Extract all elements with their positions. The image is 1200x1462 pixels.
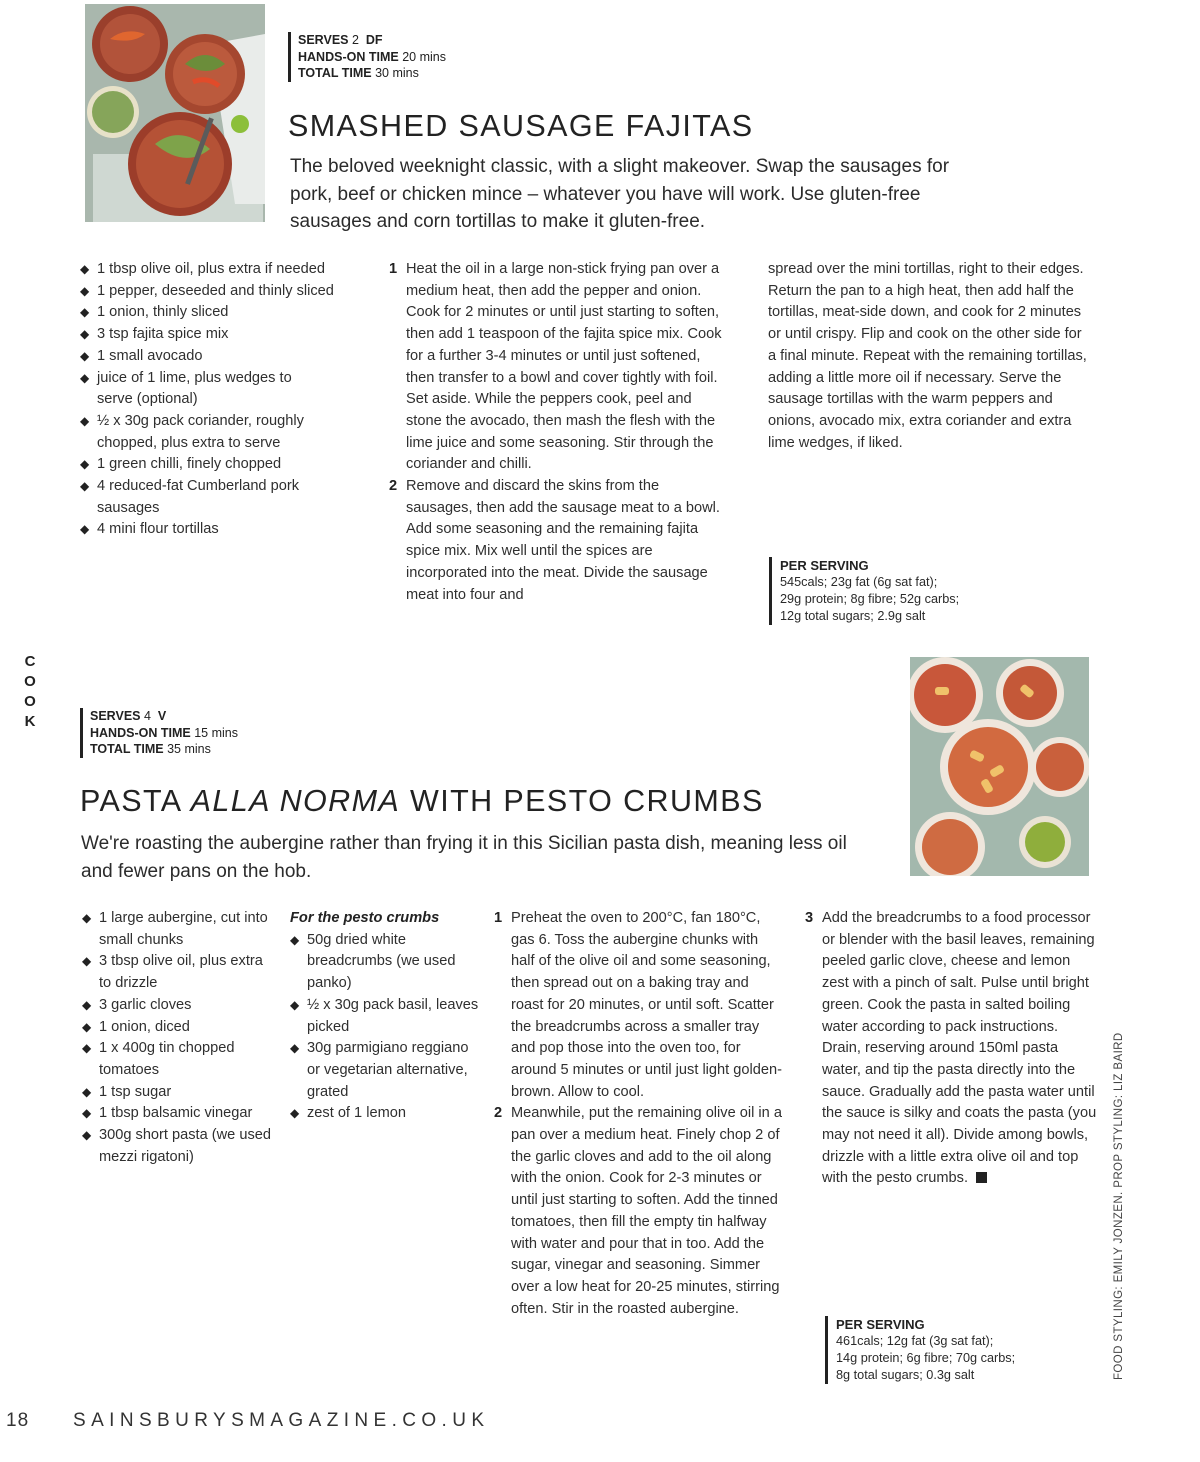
ingredient-item: ◆ 300g short pasta (we used mezzi rigatoni) xyxy=(82,1125,272,1168)
pesto-crumbs-ingredients xyxy=(290,930,485,1125)
ingredient-item: ◆ 3 garlic cloves xyxy=(82,995,272,1017)
recipe1-title: SMASHED SAUSAGE FAJITAS xyxy=(288,109,754,143)
recipe1-nutrition xyxy=(769,557,1020,625)
recipe2-meta xyxy=(80,708,238,758)
ingredient-item: ◆ 3 tbsp olive oil, plus extra to drizzle xyxy=(82,951,272,994)
nutrition-heading: PER SERVING xyxy=(780,558,869,573)
page-number: 18 xyxy=(6,1410,30,1431)
end-mark-icon xyxy=(976,1172,987,1183)
recipe2-title: PASTA ALLA NORMA WITH PESTO CRUMBS xyxy=(80,784,764,818)
method-step: 1 Preheat the oven to 200°C, fan 180°C, gas 6. Toss the aubergine chunks with half of the olive oil and some seasoning, then spread out on a baking tray and roast for 20 minutes, or until soft. Scatter the breadcrumbs across a smaller tray and pop those into the oven too, for around 5 minutes or until just light golden-brown. Allow to cool. xyxy=(494,910,782,1100)
ingredient-item: ◆ 1 green chilli, finely chopped xyxy=(80,454,380,476)
nutrition-heading: PER SERVING xyxy=(836,1317,925,1332)
recipe1-serves: SERVES 2 DF xyxy=(298,33,383,47)
recipe2-ingredients xyxy=(82,908,272,1168)
ingredient-item: ◆ ½ x 30g pack basil, leaves picked xyxy=(290,995,485,1038)
recipe1-total-time: TOTAL TIME 30 mins xyxy=(298,66,419,80)
ingredient-item: ◆ 1 large aubergine, cut into small chunks xyxy=(82,908,272,951)
nutrition-line: 461cals; 12g fat (3g sat fat); xyxy=(836,1334,994,1348)
recipe1-handson-time: HANDS-ON TIME 20 mins xyxy=(298,49,446,64)
fajitas-illustration xyxy=(85,4,265,222)
ingredient-item: ◆ 1 onion, diced xyxy=(82,1017,272,1039)
ingredient-item: ◆ 1 tbsp olive oil, plus extra if needed xyxy=(80,259,380,281)
website-url: SAINSBURYSMAGAZINE.CO.UK xyxy=(73,1410,490,1431)
method-step: 2 Remove and discard the skins from the sausages, then add the sausage meat to a bowl. Add some seasoning and the remaining fajita spice mix. Mix well until the spices are incorporated into the meat. Divide the sausage meat into four and xyxy=(389,478,720,603)
recipe1-intro: The beloved weeknight classic, with a slight makeover. Swap the sausages for pork, beef or chicken mince – whatever you have will work. Use gluten-free sausages and corn tortillas to make it gluten-free. xyxy=(290,156,950,233)
recipe1-method-continued: spread over the mini tortillas, right to their edges. Return the pan to a high heat, then add half the tortillas, meat-side down, and cook for 2 minutes or until crispy. Flip and cook on the other side for a final minute. Repeat with the remaining tortillas, adding a little more oil if necessary. Serve the sausage tortillas with the warm peppers and onions, avocado mix, extra coriander and extra lime wedges, if liked. xyxy=(768,261,1087,451)
recipe2-nutrition xyxy=(825,1316,1076,1384)
recipe2-handson-time: HANDS-ON TIME 15 mins xyxy=(90,725,238,740)
recipe1-meta xyxy=(288,32,446,82)
recipe1-ingredients xyxy=(80,259,380,541)
nutrition-line: 29g protein; 8g fibre; 52g carbs; xyxy=(780,592,960,606)
method-step: 3 Add the breadcrumbs to a food processor or blender with the basil leaves, remaining peeled garlic clove, cheese and lemon zest with a pinch of salt. Pulse until bright green. Cook the pasta in salted boiling water according to pack instructions. Drain, reserving around 150ml pasta water, and tip the pasta directly into the sauce. Gradually add the pasta water until the sauce is silky and coats the pasta (you may not need it all). Divide among bowls, drizzle with a little extra olive oil and top with the pesto crumbs. xyxy=(805,910,1097,1187)
ingredient-item: ◆ 1 onion, thinly sliced xyxy=(80,302,380,324)
nutrition-line: 14g protein; 6g fibre; 70g carbs; xyxy=(836,1351,1016,1365)
photo-credits: FOOD STYLING: EMILY JONZEN. PROP STYLING: LIZ BAIRD xyxy=(1113,1032,1125,1380)
pesto-crumbs-block xyxy=(290,908,485,1125)
recipe2-intro: We're roasting the aubergine rather than frying it in this Sicilian pasta dish, meaning less oil and fewer pans on the hob. xyxy=(81,833,847,882)
pesto-crumbs-heading: For the pesto crumbs xyxy=(290,910,440,926)
ingredient-item: ◆ 1 pepper, deseeded and thinly sliced xyxy=(80,281,380,303)
ingredient-item: ◆ 50g dried white breadcrumbs (we used panko) xyxy=(290,930,485,995)
nutrition-line: 8g total sugars; 0.3g salt xyxy=(836,1368,975,1382)
recipe1-method xyxy=(389,259,729,606)
ingredient-item: ◆ 1 tbsp balsamic vinegar xyxy=(82,1103,272,1125)
pasta-photo xyxy=(910,657,1089,876)
ingredient-item: ◆ 4 reduced-fat Cumberland pork sausages xyxy=(80,476,317,519)
recipe2-method xyxy=(494,908,784,1320)
recipe2-method-continued xyxy=(805,908,1097,1190)
fajitas-photo xyxy=(85,4,265,222)
ingredient-item: ◆ 1 tsp sugar xyxy=(82,1082,272,1104)
method-step: 2 Meanwhile, put the remaining olive oil in a pan over a medium heat. Finely chop 2 of the garlic cloves and add to the oil along with the onion. Cook for 2-3 minutes or until just starting to soften. Add the tinned tomatoes, then fill the empty tin halfway with water and pour that in too. Add the sugar, vinegar and seasoning. Simmer over a low heat for 20-25 minutes, stirring often. Stir in the roasted aubergine. xyxy=(494,1105,782,1317)
ingredient-item: ◆ 30g parmigiano reggiano or vegetarian alternative, grated xyxy=(290,1038,485,1103)
pasta-illustration xyxy=(910,657,1089,876)
recipe2-serves: SERVES 4 V xyxy=(90,709,167,723)
ingredient-item: ◆ ½ x 30g pack coriander, roughly chopped, plus extra to serve xyxy=(80,411,347,454)
section-label: C O O K xyxy=(24,653,36,730)
nutrition-line: 545cals; 23g fat (6g sat fat); xyxy=(780,575,938,589)
ingredient-item: ◆ zest of 1 lemon xyxy=(290,1103,485,1125)
ingredient-item: ◆ 3 tsp fajita spice mix xyxy=(80,324,380,346)
ingredient-item: ◆ juice of 1 lime, plus wedges to serve (optional) xyxy=(80,368,317,411)
method-step: 1 Heat the oil in a large non-stick frying pan over a medium heat, then add the pepper and onion. Cook for 2 minutes or until just starting to soften, then add 1 teaspoon of the fajita spice mix. Cook for a further 3-4 minutes or until just softened, then transfer to a bowl and cover tightly with foil. Set aside. While the peppers cook, peel and stone the avocado, then mash the flesh with the lime juice and some seasoning. Stir through the coriander and chilli. xyxy=(389,261,722,473)
recipe2-total-time: TOTAL TIME 35 mins xyxy=(90,742,211,756)
nutrition-line: 12g total sugars; 2.9g salt xyxy=(780,609,926,623)
ingredient-item: ◆ 4 mini flour tortillas xyxy=(80,519,380,541)
ingredient-item: ◆ 1 x 400g tin chopped tomatoes xyxy=(82,1038,272,1081)
ingredient-item: ◆ 1 small avocado xyxy=(80,346,380,368)
